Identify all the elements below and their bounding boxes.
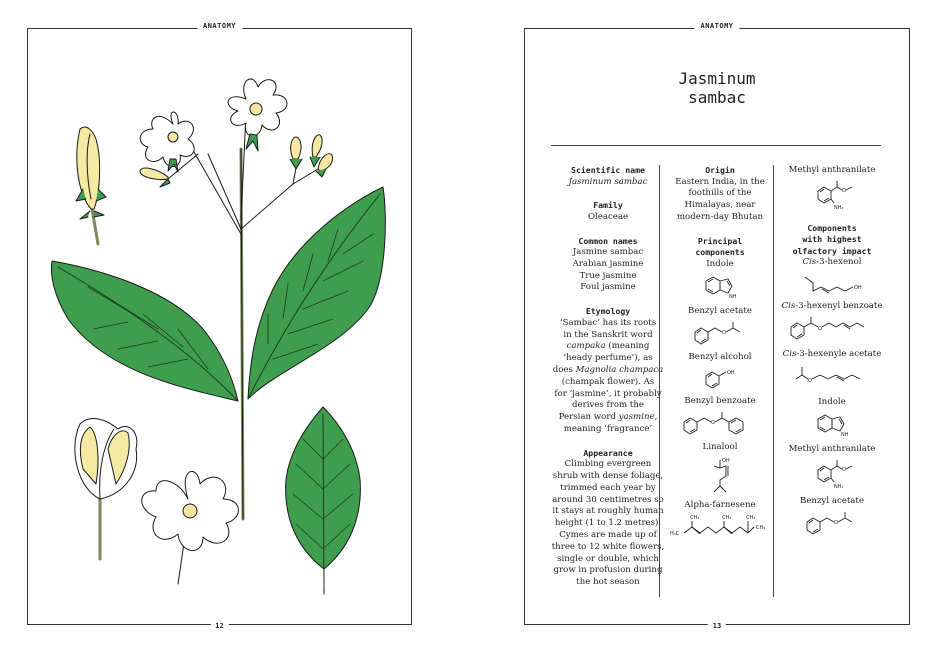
etymology-text: meaning ‘fragrance’: [563, 423, 653, 434]
component-name: Linalool: [702, 441, 738, 452]
svg-text:O: O: [808, 377, 812, 384]
benzyl-benzoate-structure: [680, 410, 760, 438]
appearance-text: three to 12 white flowers,: [551, 541, 665, 552]
page-number-right: 13: [708, 622, 726, 630]
component-name: Cis-3-hexenyl benzoate: [781, 301, 883, 312]
svg-text:OH: OH: [727, 370, 735, 377]
appearance-text: grow in profusion during: [553, 565, 663, 576]
component-name: Benzyl acetate: [800, 496, 864, 507]
component-name: Benzyl acetate: [688, 306, 752, 317]
etymology-text: ‘Sambac’ has its roots: [559, 317, 657, 328]
benzyl-acetate-structure: [690, 320, 750, 348]
column-olfactory: [773, 165, 891, 542]
component-name: Methyl anthranilate: [788, 444, 876, 455]
etymology-text: ‘heady perfume’), as: [563, 353, 653, 364]
opening-bud: [75, 419, 137, 559]
indole-structure: [810, 410, 854, 440]
family-heading: Family: [593, 200, 623, 211]
etymology-text: derives from the: [572, 400, 644, 411]
single-leaf: [286, 407, 361, 594]
etymology-text: in the Sanskrit word: [563, 329, 653, 340]
component-name: Cis-3-hexenol: [802, 257, 862, 268]
common-name: True jasmine: [579, 270, 637, 281]
component-name: Indole: [818, 396, 846, 407]
column-composition: [670, 165, 770, 549]
origin-text: foothills of the: [688, 188, 752, 199]
component-name: Indole: [706, 258, 734, 269]
svg-text:CH₃: CH₃: [756, 525, 766, 532]
svg-text:OH: OH: [854, 285, 862, 292]
family-value: Oleaceae: [587, 211, 629, 222]
appearance-text: the hot season: [576, 577, 640, 588]
title-line-1: Jasminum: [678, 69, 756, 88]
origin-text: modern-day Bhutan: [676, 211, 764, 222]
appearance-text: shrub with dense foliage,: [552, 471, 664, 482]
methyl-anthranilate-structure: [810, 458, 854, 492]
svg-text:CH₃: CH₃: [722, 515, 732, 522]
etymology-heading: Etymology: [585, 306, 631, 317]
etymology-text: for ‘jasmine’, it probably: [554, 388, 662, 399]
appearance-text: trimmed each year by: [560, 482, 656, 493]
methyl-anthranilate-structure: [810, 179, 854, 213]
origin-text: Himalayas, near: [684, 200, 756, 211]
svg-text:H₃C: H₃C: [670, 531, 680, 538]
svg-text:O: O: [818, 325, 822, 332]
common-names-heading: Common names: [578, 235, 638, 246]
benzyl-alcohol-structure: [700, 366, 740, 392]
cis-3-hexenyl-benzoate-structure: [787, 315, 877, 345]
title-line-2: sambac: [688, 88, 746, 107]
appearance-heading: Appearance: [583, 447, 633, 458]
svg-text:O: O: [722, 330, 726, 337]
top-left-bud: [76, 127, 106, 244]
svg-text:NH: NH: [841, 432, 849, 439]
component-name: Benzyl benzoate: [684, 396, 756, 407]
svg-text:NH: NH: [729, 294, 737, 301]
side-bud: [140, 168, 170, 187]
left-page: [27, 22, 412, 630]
running-head-right: ANATOMY: [694, 22, 739, 30]
top-flower-right: [228, 79, 287, 151]
svg-text:CH₃: CH₃: [690, 515, 700, 522]
common-name: Jasmine sambac: [572, 247, 644, 258]
svg-text:O: O: [834, 520, 838, 527]
origin-heading: Origin: [705, 165, 735, 175]
origin-text: Eastern India, in the: [675, 176, 765, 187]
page-title: [525, 69, 909, 107]
indole-structure: [698, 272, 742, 302]
running-head-left: ANATOMY: [197, 22, 242, 30]
etymology-text: campaka (meaning: [566, 341, 650, 352]
svg-text:NH₂: NH₂: [834, 484, 844, 491]
svg-text:O: O: [711, 419, 715, 426]
etymology-text: does Magnolia champaca: [552, 364, 664, 375]
svg-text:CH₃: CH₃: [746, 515, 756, 522]
principal-components-heading: Principal components: [695, 235, 745, 258]
appearance-text: it stays at roughly human: [552, 506, 664, 517]
scientific-name-heading: Scientific name: [571, 165, 645, 175]
component-name: Methyl anthranilate: [788, 165, 876, 175]
title-rule: [551, 145, 881, 146]
top-flower-left: [140, 112, 194, 172]
svg-text:OH: OH: [722, 457, 730, 464]
scientific-name: Jasminum sambac: [568, 176, 648, 187]
cis-3-hexenyl-acetate-structure: [792, 363, 872, 393]
component-name: Benzyl alcohol: [688, 352, 752, 363]
appearance-text: single or double, which: [557, 553, 659, 564]
column-divider: [659, 165, 660, 597]
right-page: [524, 22, 910, 630]
left-large-leaf: [51, 261, 238, 401]
common-name: Arabian jasmine: [572, 258, 644, 269]
linalool-structure: [700, 456, 740, 496]
appearance-text: Cymes are made up of: [559, 530, 657, 541]
etymology-text: (champak flower). As: [561, 376, 655, 387]
cis-3-hexenol-structure: [797, 271, 867, 297]
appearance-text: height (1 to 1.2 metres).: [554, 518, 662, 529]
right-large-leaf: [248, 187, 385, 399]
jasmine-illustration: [28, 29, 413, 626]
common-name: Foul jasmine: [580, 282, 636, 293]
appearance-text: Climbing evergreen: [564, 459, 652, 470]
svg-text:O: O: [842, 467, 846, 474]
svg-text:O: O: [842, 187, 846, 194]
component-name: Cis-3-hexenyle acetate: [782, 348, 882, 359]
etymology-text: Persian word yasmine,: [558, 412, 658, 423]
column-botany: [545, 165, 671, 589]
alpha-farnesene-structure: [670, 513, 770, 545]
bud-cluster: [290, 135, 333, 177]
appearance-text: around 30 centimetres so: [552, 494, 664, 505]
benzyl-acetate-structure: [802, 510, 862, 538]
bottom-flower: [142, 471, 239, 584]
page-number-left: 12: [210, 622, 228, 630]
svg-text:NH₂: NH₂: [834, 204, 844, 211]
component-name: Alpha-farnesene: [684, 499, 756, 510]
olfactory-components-heading: Components with highest olfactory impact: [792, 222, 872, 256]
